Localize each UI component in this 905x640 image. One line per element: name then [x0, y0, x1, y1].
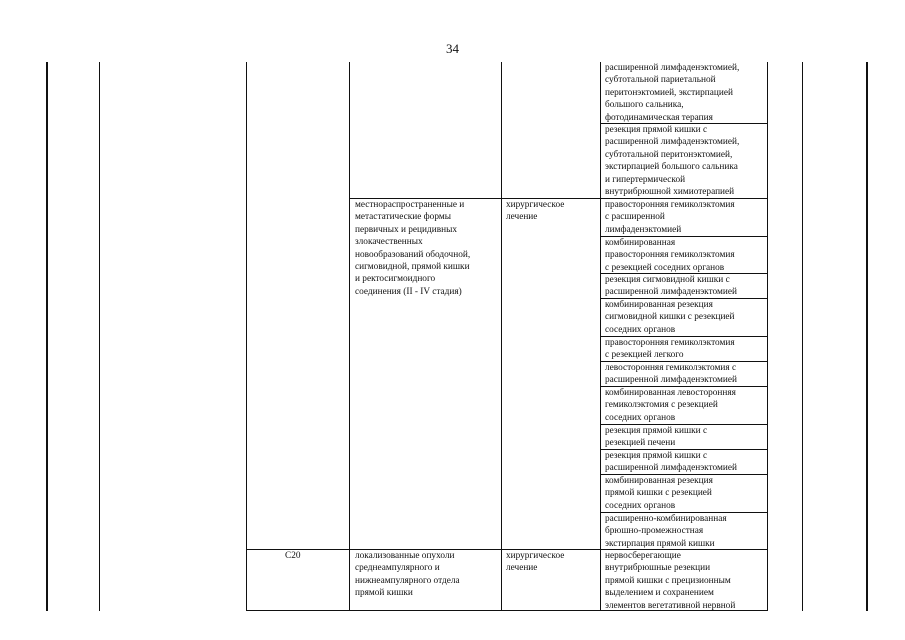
method-cell: резекция прямой кишки с расширенной лимфаденэктомией, субтотальной перитонэктомией, экстирпацией большого сальника и гипертермической внутрибрюшной химиотерапией: [605, 125, 740, 198]
method-cell: резекция прямой кишки с резекцией печени: [605, 426, 708, 449]
treatment-cell: хирургическое лечение: [506, 200, 565, 223]
method-cell: комбинированная левосторонняя гемиколэктомия с резекцией соседних органов: [605, 388, 736, 423]
column-rule-3: [349, 62, 350, 611]
method-cell: резекция прямой кишки с расширенной лимфаденэктомией: [605, 451, 737, 474]
method-cell: расширенно-комбинированная брюшно-промежностная экстирпация прямой кишки: [605, 514, 727, 549]
right-margin-rule: [866, 62, 868, 611]
column-rule-2: [246, 62, 247, 611]
code-cell: C20: [285, 551, 301, 561]
method-cell: комбинированная резекция сигмовидной кишки с резекцией соседних органов: [605, 300, 735, 335]
treatment-cell: хирургическое лечение: [506, 551, 565, 574]
condition-cell: местнораспространенные и метастатические формы первичных и рецидивных злокачественных новообразований ободочной, сигмовидной, прямой кишки и ректосигмоидного соединения (II - IV стадия): [355, 200, 471, 297]
method-cell: комбинированная правосторонняя гемиколэктомия с резекцией соседних органов: [605, 238, 735, 273]
method-cell: правосторонняя гемиколэктомия с резекцией легкого: [605, 338, 735, 361]
column-rule-7: [802, 62, 803, 611]
condition-cell: локализованные опухоли среднеампулярного и нижнеампулярного отдела прямой кишки: [355, 551, 460, 599]
page-number: 34: [446, 41, 459, 56]
method-cell: комбинированная резекция прямой кишки с резекцией соседних органов: [605, 476, 713, 511]
row-rule: [246, 610, 768, 611]
left-margin-rule: [46, 62, 48, 611]
column-rule-1: [99, 62, 100, 611]
column-rule-4: [501, 62, 502, 611]
method-cell: правосторонняя гемиколэктомия с расширенной лимфаденэктомией: [605, 200, 735, 235]
method-cell: нервосберегающие внутрибрюшные резекции прямой кишки с прецизионным выделением и сохранением элементов вегетативной нервной: [605, 551, 736, 610]
method-cell: резекция сигмовидной кишки с расширенной лимфаденэктомией: [605, 275, 737, 298]
method-cell: левосторонняя гемиколэктомия с расширенной лимфаденэктомией: [605, 363, 737, 386]
method-cell: расширенной лимфаденэктомией, субтотальной париетальной перитонэктомией, экстирпацией большого сальника, фотодинамическая терапия: [605, 63, 740, 123]
